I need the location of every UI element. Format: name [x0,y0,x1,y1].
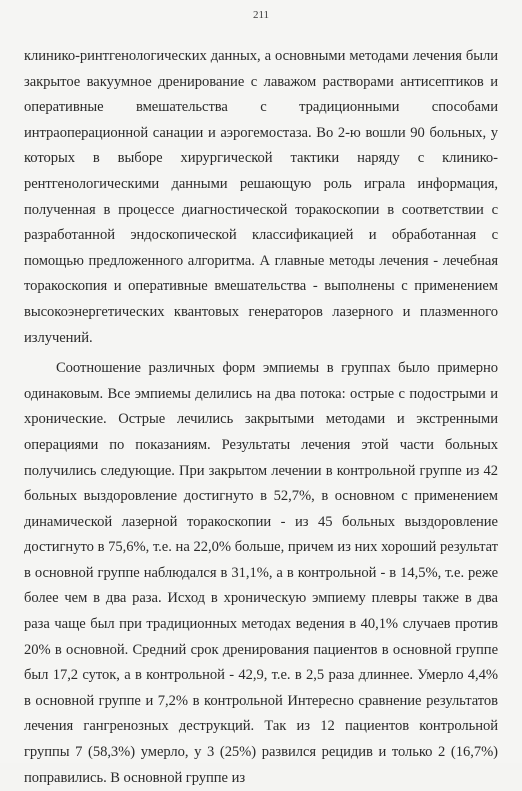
body-text [24,44,498,791]
paragraph-1: клинико-ринтгенологических данных, а основными методами лечения были закрытое вакуумное дренирование с лаважом растворами антисептиков и оперативные вмешательства с традиционными способами интраоперационной санации и аэрогемостаза. Во 2-ю вошли 90 больных, у которых в выборе хирургической тактики наряду с клинико-рентгенологическими данными решающую роль играла информация, полученная в процессе диагностической торакоскопии в соответствии с разработанной эндоскопической классификацией и обработанная с помощью предложенного алгоритма. А главные методы лечения - лечебная торакоскопия и оперативные вмешательства - выполнены с применением высокоэнергетических квантовых генераторов лазерного и плазменного излучений. [24,48,498,346]
paragraph-2: Соотношение различных форм эмпиемы в группах было примерно одинаковым. Все эмпиемы делились на два потока: острые с подострыми и хронические. Острые лечились закрытыми методами и экстренными операциями по показаниям. Результаты лечения этой части больных получились следующие. При закрытом лечении в контрольной группе из 42 больных выздоровление достигнуто в 52,7%, в основном с применением динамической лазерной торакоскопии - из 45 больных выздоровление достигнуто в 75,6%, т.е. на 22,0% больше, причем из них хороший результат в основной группе наблюдался в 31,1%, а в контрольной - в 14,5%, т.е. реже более чем в два раза. Исход в хроническую эмпиему плевры также в два раза чаще был при традиционных методах ведения в 40,1% случаев против 20% в основной. Средний срок дренирования пациентов в основной группе был 17,2 суток, а в контрольной - 42,9, т.е. в 2,5 раза длиннее. Умерло 4,4% в основной группе и 7,2% в контрольной Интересно сравнение результатов лечения гангренозных деструкций. Так из 12 пациентов контрольной группы 7 (58,3%) умерло, у 3 (25%) развился рецидив и только 2 (16,7%) поправились. В основной группе из [24,360,498,786]
page-number: 211 [252,9,270,21]
